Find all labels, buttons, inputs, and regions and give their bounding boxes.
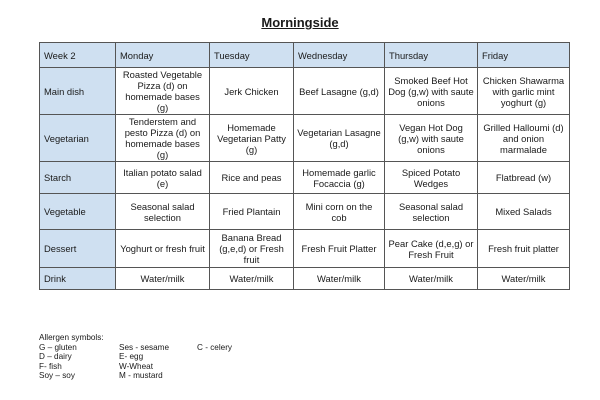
table-cell: Chicken Shawarma with garlic mint yoghurt (g) — [478, 68, 570, 115]
allergen-item: E- egg — [119, 352, 144, 362]
row-label-dessert: Dessert — [40, 230, 116, 268]
allergen-legend — [39, 333, 299, 383]
table-cell: Fresh fruit platter — [478, 230, 570, 268]
table-cell: Spiced Potato Wedges — [385, 162, 478, 194]
table-cell: Water/milk — [210, 268, 294, 290]
allergen-column — [197, 343, 232, 353]
day-header-monday: Monday — [116, 43, 210, 68]
table-row-main-dish — [40, 68, 570, 115]
table-cell: Jerk Chicken — [210, 68, 294, 115]
table-cell: Roasted Vegetable Pizza (d) on homemade bases (g) — [116, 68, 210, 115]
day-header-friday: Friday — [478, 43, 570, 68]
allergen-list — [39, 343, 299, 383]
menu-table — [39, 42, 570, 290]
week-label: Week 2 — [40, 43, 116, 68]
allergen-item: Soy – soy — [39, 371, 75, 381]
allergen-column — [119, 343, 169, 381]
allergen-item: D – dairy — [39, 352, 72, 362]
table-cell: Pear Cake (d,e,g) or Fresh Fruit — [385, 230, 478, 268]
table-cell: Water/milk — [294, 268, 385, 290]
table-row-vegetable — [40, 194, 570, 230]
table-cell: Italian potato salad (e) — [116, 162, 210, 194]
table-row-drink — [40, 268, 570, 290]
row-label-vegetable: Vegetable — [40, 194, 116, 230]
table-cell: Water/milk — [116, 268, 210, 290]
table-cell: Grilled Halloumi (d) and onion marmalade — [478, 115, 570, 162]
row-label-starch: Starch — [40, 162, 116, 194]
table-cell: Mixed Salads — [478, 194, 570, 230]
day-header-thursday: Thursday — [385, 43, 478, 68]
allergen-item: M - mustard — [119, 371, 163, 381]
allergen-item: Ses - sesame — [119, 342, 170, 352]
page-title: Morningside — [261, 15, 339, 30]
table-cell: Yoghurt or fresh fruit — [116, 230, 210, 268]
table-cell: Mini corn on the cob — [294, 194, 385, 230]
day-header-wednesday: Wednesday — [294, 43, 385, 68]
table-cell: Flatbread (w) — [478, 162, 570, 194]
allergen-item: C - celery — [197, 342, 233, 352]
header-row — [40, 43, 570, 68]
allergen-item: F- fish — [39, 361, 62, 371]
table-cell: Tenderstem and pesto Pizza (d) on homemade bases (g) — [116, 115, 210, 162]
allergen-item: W-Wheat — [119, 361, 153, 371]
table-cell: Fresh Fruit Platter — [294, 230, 385, 268]
table-cell: Vegan Hot Dog (g,w) with saute onions — [385, 115, 478, 162]
table-cell: Seasonal salad selection — [116, 194, 210, 230]
allergen-column — [39, 343, 77, 381]
table-row-dessert — [40, 230, 570, 268]
table-cell: Seasonal salad selection — [385, 194, 478, 230]
table-cell: Fried Plantain — [210, 194, 294, 230]
allergen-heading: Allergen symbols: — [39, 333, 104, 342]
table-cell: Water/milk — [385, 268, 478, 290]
day-header-tuesday: Tuesday — [210, 43, 294, 68]
table-cell: Water/milk — [478, 268, 570, 290]
row-label-main-dish: Main dish — [40, 68, 116, 115]
table-row-starch — [40, 162, 570, 194]
allergen-item: G – gluten — [39, 342, 77, 352]
table-row-vegetarian — [40, 115, 570, 162]
table-cell: Vegetarian Lasagne (g,d) — [294, 115, 385, 162]
table-cell: Homemade Vegetarian Patty (g) — [210, 115, 294, 162]
row-label-vegetarian: Vegetarian — [40, 115, 116, 162]
table-cell: Banana Bread (g,e,d) or Fresh fruit — [210, 230, 294, 268]
table-cell: Homemade garlic Focaccia (g) — [294, 162, 385, 194]
row-label-drink: Drink — [40, 268, 116, 290]
table-cell: Smoked Beef Hot Dog (g,w) with saute onions — [385, 68, 478, 115]
table-cell: Rice and peas — [210, 162, 294, 194]
table-cell: Beef Lasagne (g,d) — [294, 68, 385, 115]
